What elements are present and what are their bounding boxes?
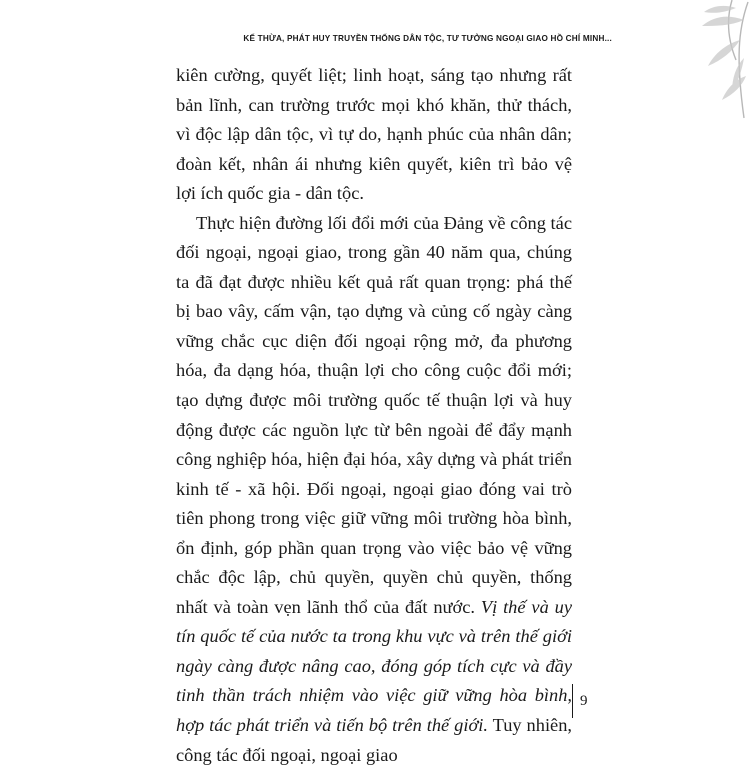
paragraph-1: kiên cường, quyết liệt; linh hoạt, sáng tạo nhưng rất bản lĩnh, can trường trước mọi khó khăn, thử thách, vì độc lập dân tộc, vì tự do, hạnh phúc của nhân dân; đoàn kết, nhân ái nhưng kiên quyết, kiên trì bảo vệ lợi ích quốc gia - dân tộc. xyxy=(176,65,572,204)
paragraph-2 xyxy=(176,209,572,770)
paragraph-2-tail: Tuy nhiên, công tác đối ngoại, ngoại giao xyxy=(176,715,573,765)
bamboo-leaves-decoration xyxy=(640,0,750,120)
page-number-divider xyxy=(572,684,573,718)
body-text xyxy=(176,61,572,770)
page-number: 9 xyxy=(580,693,588,709)
paragraph-2-normal: Thực hiện đường lối đổi mới của Đảng về công tác đối ngoại, ngoại giao, trong gần 40 năm qua, chúng ta đã đạt được nhiều kết quả rất quan trọng: phá thế bị bao vây, cấm vận, tạo dựng và củng cố ngày càng vững chắc cục diện đối ngoại rộng mở, đa phương hóa, đa dạng hóa, thuận lợi cho công cuộc đổi mới; tạo dựng được môi trường quốc tế thuận lợi và huy động được các nguồn lực từ bên ngoài để đẩy mạnh công nghiệp hóa, hiện đại hóa, xây dựng và phát triển kinh tế - xã hội. Đối ngoại, ngoại giao đóng vai trò tiên phong trong việc giữ vững môi trường hòa bình, ổn định, góp phần quan trọng vào việc bảo vệ vững chắc độc lập, chủ quyền, quyền chủ quyền, thống nhất và toàn vẹn lãnh thổ của đất nước. xyxy=(176,212,572,617)
paragraph-2-italic: Vị thế và uy tín quốc tế của nước ta trong khu vực và trên thế giới ngày càng được nâng cao, đóng góp tích cực và đầy tinh thần trách nhiệm vào việc giữ vững hòa bình, hợp tác phát triển và tiến bộ trên thế giới. xyxy=(176,596,572,736)
running-header: KẾ THỪA, PHÁT HUY TRUYỀN THỐNG DÂN TỘC, TƯ TƯỞNG NGOẠI GIAO HỒ CHÍ MINH... xyxy=(243,34,612,43)
